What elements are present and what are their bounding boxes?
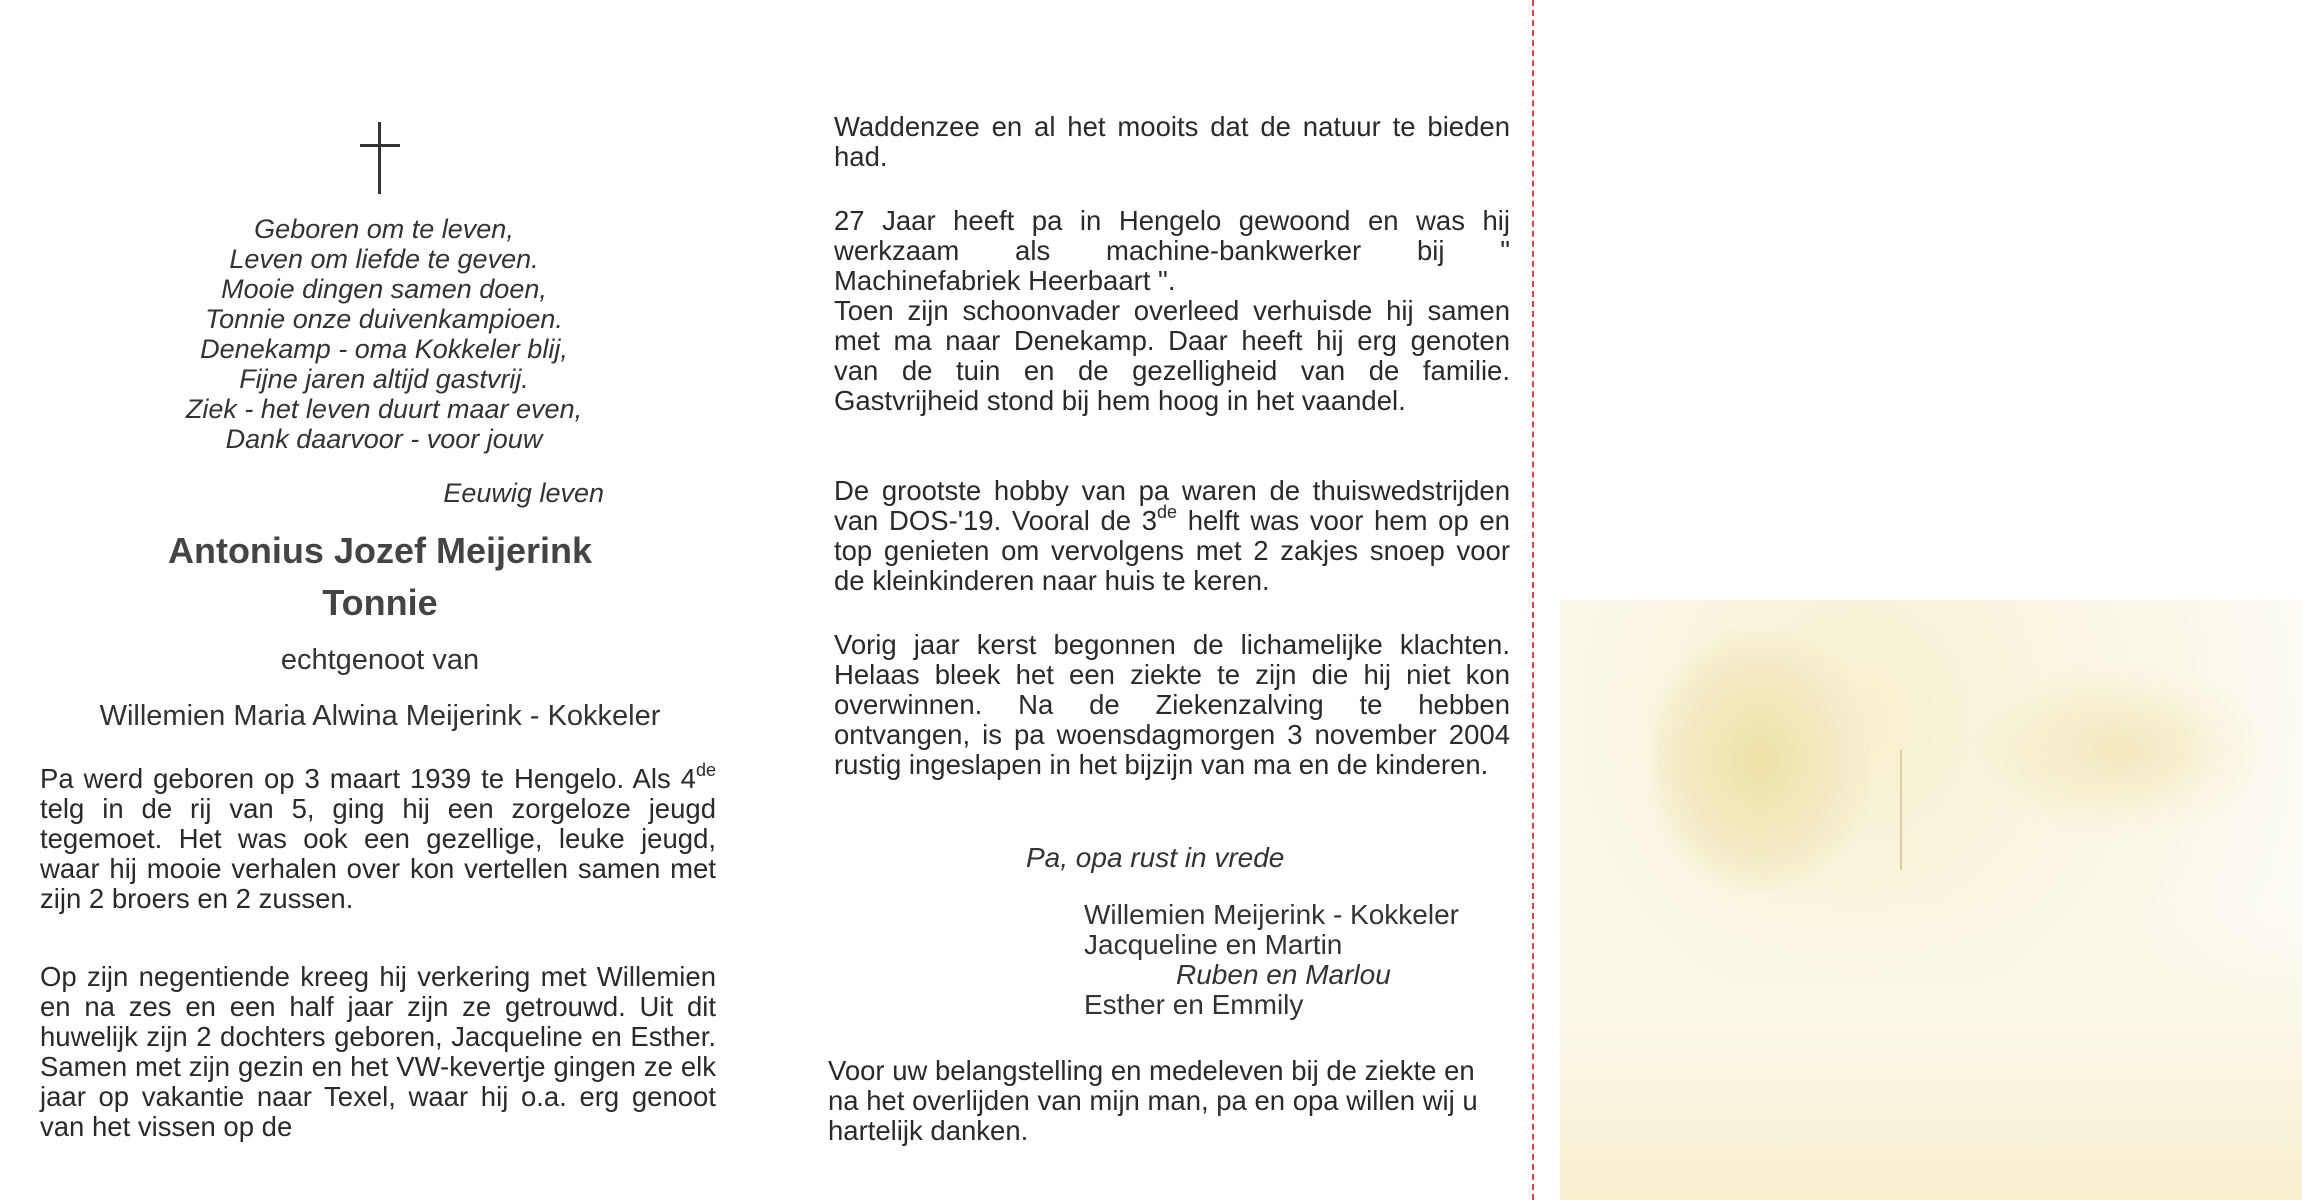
biography-paragraph-5: Toen zijn schoonvader overleed verhuisde hij samen met ma naar Denekamp. Daar heeft hij erg genoten van de tuin en de gezelligheid van de familie. Gastvrijheid stond bij hem hoog in het vaandel. bbox=[834, 295, 1510, 416]
spouse-name: Willemien Maria Alwina Meijerink - Kokkeler bbox=[99, 700, 661, 732]
fold-line bbox=[1532, 0, 1534, 1200]
spouse-label: echtgenoot van bbox=[280, 644, 480, 676]
poem-closing: Eeuwig leven bbox=[443, 478, 604, 508]
biography-paragraph-6: De grootste hobby van pa waren de thuiswedstrijden van DOS-'19. Vooral de 3de helft was voor hem op en top genieten om vervolgens met 2 zakjes snoep voor de kleinkinderen naar huis te keren. bbox=[834, 475, 1510, 596]
biography-paragraph-2: Op zijn negentiende kreeg hij verkering met Willemien en na zes en een half jaar zijn ze getrouwd. Uit dit huwelijk zijn 2 dochters geboren, Jacqueline en Esther. Samen met zijn gezin en het VW-kevertje gingen ze elk jaar op vakantie naar Texel, waar hij o.a. erg genoot van het vissen op de bbox=[40, 961, 716, 1142]
poem-line: Leven om liefde te geven. bbox=[229, 244, 539, 274]
deceased-name: Antonius Jozef Meijerink bbox=[167, 530, 593, 571]
poem-line: Denekamp - oma Kokkeler blij, bbox=[200, 334, 568, 364]
poem-line: Ziek - het leven duurt maar even, bbox=[185, 394, 583, 424]
family-member: Ruben en Marlou bbox=[1176, 959, 1391, 990]
landscape-photo bbox=[1560, 600, 2302, 1200]
rest-in-peace: Pa, opa rust in vrede bbox=[1026, 842, 1285, 873]
poem-line: Mooie dingen samen doen, bbox=[221, 274, 547, 304]
deceased-nickname: Tonnie bbox=[322, 582, 438, 623]
family-list bbox=[1084, 900, 1459, 1020]
cross-icon bbox=[360, 122, 400, 194]
poem-line: Fijne jaren altijd gastvrij. bbox=[239, 364, 529, 394]
family-member: Jacqueline en Martin bbox=[1084, 929, 1343, 960]
biography-paragraph-3: Waddenzee en al het mooits dat de natuur te bieden had. bbox=[834, 111, 1510, 172]
poem-line: Dank daarvoor - voor jouw bbox=[225, 424, 543, 454]
family-member: Willemien Meijerink - Kokkeler bbox=[1084, 899, 1459, 930]
poem-line: Tonnie onze duivenkampioen. bbox=[205, 304, 563, 334]
poem-line: Geboren om te leven, bbox=[254, 214, 514, 244]
family-member: Esther en Emmily bbox=[1084, 989, 1304, 1020]
biography-paragraph-4: 27 Jaar heeft pa in Hengelo gewoond en was hij werkzaam als machine-bankwerker bij " Machinefabriek Heerbaart ". bbox=[834, 205, 1510, 296]
thanks-paragraph: Voor uw belangstelling en medeleven bij de ziekte en na het overlijden van mijn man, pa en opa willen wij u hartelijk danken. bbox=[828, 1055, 1478, 1146]
biography-paragraph-1: Pa werd geboren op 3 maart 1939 te Hengelo. Als 4de telg in de rij van 5, ging hij een zorgeloze jeugd tegemoet. Het was ook een gezellige, leuke jeugd, waar hij mooie verhalen over kon vertellen samen met zijn 2 broers en 2 zussen. bbox=[40, 759, 716, 914]
biography-paragraph-7: Vorig jaar kerst begonnen de lichamelijke klachten. Helaas bleek het een ziekte te zijn die hij niet kon overwinnen. Na de Ziekenzalving te hebben ontvangen, is pa woensdagmorgen 3 november 2004 rustig ingeslapen in het bijzijn van ma en de kinderen. bbox=[834, 629, 1510, 780]
poem bbox=[60, 214, 708, 454]
